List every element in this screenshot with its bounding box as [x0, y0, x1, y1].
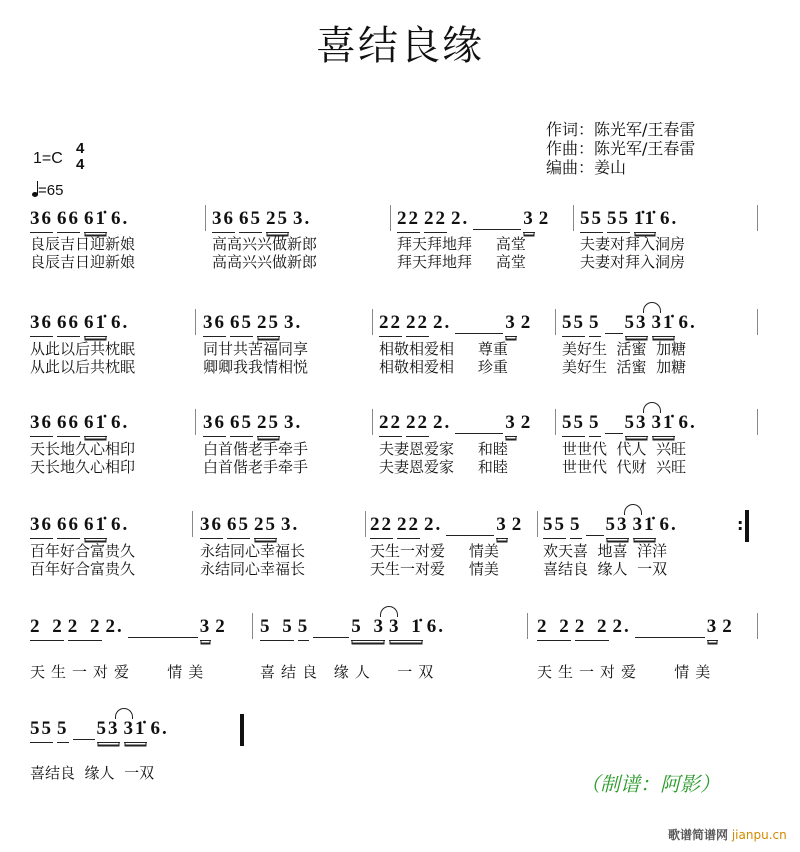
lyrics-line-1: 天生一对爱 情美 — [370, 542, 499, 560]
measure — [203, 412, 306, 437]
note-group: 36 — [30, 514, 53, 539]
note-group: 31̇ — [652, 312, 675, 337]
bar-line — [372, 409, 373, 435]
measure — [543, 514, 682, 539]
note-group: 61̇ — [84, 412, 107, 437]
slur-mark — [115, 708, 133, 719]
note-group: 25 — [254, 514, 277, 539]
bar-line — [195, 409, 196, 435]
tempo-value: =65 — [38, 182, 64, 199]
lyrics-line-1: 喜结良 缘人 一双 — [260, 663, 440, 681]
note-group: 2 2 — [537, 616, 571, 641]
note-group: 55 — [607, 208, 630, 233]
lyricist: 作词：陈光军/王春雷 — [546, 120, 696, 139]
bar-line — [192, 511, 193, 537]
bar-line — [527, 613, 528, 639]
note-group: 2 — [520, 412, 533, 433]
lyrics-line-1: 天长地久心相印 — [30, 440, 136, 458]
watermark-site: 歌谱简谱网 — [668, 828, 729, 842]
lyrics-line-1: 天生一对爱 情美 — [30, 663, 210, 681]
note-group: 53 — [97, 718, 120, 743]
extension-line — [586, 535, 604, 536]
note-group: 36 — [203, 312, 226, 337]
lyrics-line-2: 高高兴兴做新郎 — [212, 253, 318, 271]
note-group: 3 — [505, 412, 517, 437]
key-signature: 1=C — [33, 150, 63, 167]
note-group: 61̇ — [84, 208, 107, 233]
lyrics-line-2: 从此以后共枕眠 — [30, 358, 136, 376]
quarter-note-icon — [32, 192, 38, 197]
note-group: 66 — [57, 208, 80, 233]
note-group: 2. — [424, 514, 443, 535]
note-group: 3 — [505, 312, 517, 337]
slur-mark — [380, 606, 398, 617]
note-group: 2 2 — [575, 616, 609, 641]
note-group: 6. — [150, 718, 169, 739]
lyrics-line-2: 永结同心幸福长 — [200, 560, 306, 578]
lyrics-line-2: 天长地久心相印 — [30, 458, 136, 476]
note-group: 65 — [227, 514, 250, 539]
note-group: 2. — [433, 312, 452, 333]
note-group: 3. — [293, 208, 312, 229]
note-group: 5 — [298, 616, 310, 641]
slur-mark — [624, 504, 642, 515]
lyrics-line-1: 百年好合富贵久 — [30, 542, 136, 560]
note-group: 5 — [589, 312, 601, 337]
lyrics-line-1: 同甘共苦福同享 — [203, 340, 309, 358]
measure — [200, 514, 303, 539]
note-group: 2. — [451, 208, 470, 229]
note-group: 3 — [200, 616, 212, 641]
note-group: 6. — [111, 208, 130, 229]
lyrics-line-1: 白首偕老手牵手 — [203, 440, 309, 458]
measure — [370, 514, 527, 539]
note-group: 5 — [57, 718, 69, 743]
lyrics-line-1: 高高兴兴做新郎 — [212, 235, 318, 253]
measure — [537, 616, 738, 641]
time-signature-top: 4 — [76, 140, 85, 157]
slur-mark — [643, 402, 661, 413]
note-group: 22 — [397, 208, 420, 233]
extension-line — [455, 433, 503, 434]
lyrics-line-2: 夫妻对拜入洞房 — [580, 253, 686, 271]
lyrics-line-2: 夫妻恩爱家 和睦 — [379, 458, 508, 476]
note-group: 36 — [200, 514, 223, 539]
bar-line — [390, 205, 391, 231]
measure — [562, 312, 701, 337]
note-group: 31̇ — [652, 412, 675, 437]
measure — [30, 718, 173, 743]
lyrics-line-2: 天生一对爱 情美 — [370, 560, 499, 578]
note-group: 2 — [538, 208, 551, 229]
note-group: 66 — [57, 514, 80, 539]
note-group: 6. — [426, 616, 445, 637]
note-group: 22 — [379, 312, 402, 337]
note-group: 2 — [722, 616, 734, 637]
note-group: 55 — [30, 718, 53, 743]
note-group: 2 2 — [30, 616, 64, 641]
note-group: 65 — [230, 412, 253, 437]
measure — [260, 616, 449, 641]
time-signature — [76, 141, 84, 173]
note-group: 53 — [625, 312, 648, 337]
bar-line — [555, 309, 556, 335]
note-group: 36 — [203, 412, 226, 437]
lyrics-line-1: 从此以后共枕眠 — [30, 340, 136, 358]
note-group: 6. — [659, 208, 679, 229]
note-group: 22 — [370, 514, 393, 539]
note-group: 2 — [215, 616, 227, 637]
note-group: 2. — [433, 412, 452, 433]
lyrics-line-1: 喜结良 缘人 一双 — [30, 764, 155, 782]
measure — [580, 208, 682, 233]
note-group: 22 — [397, 514, 420, 539]
note-group: 3. — [281, 514, 300, 535]
lyrics-line-1: 永结同心幸福长 — [200, 542, 306, 560]
note-group: 55 — [543, 514, 566, 539]
time-signature-bottom: 4 — [76, 156, 85, 173]
note-group: 22 — [406, 312, 429, 337]
bar-line — [757, 309, 758, 335]
lyrics-line-1: 拜天拜地拜 高堂 — [397, 235, 526, 253]
extension-line — [313, 637, 349, 638]
note-group: 6. — [678, 312, 697, 333]
note-group: 36 — [30, 412, 53, 437]
repeat-dots: : — [737, 515, 744, 534]
note-group: 31̇ — [124, 718, 147, 743]
note-group: 6. — [111, 412, 130, 433]
measure — [30, 616, 231, 641]
lyrics-line-2: 良辰吉日迎新娘 — [30, 253, 136, 271]
bar-line — [252, 613, 253, 639]
note-group: 6. — [659, 514, 678, 535]
bar-line — [195, 309, 196, 335]
note-group: 3 — [707, 616, 719, 641]
note-group: 5 — [589, 412, 601, 437]
extension-line — [446, 535, 494, 536]
note-group: 22 — [424, 208, 447, 233]
arranger: 编曲：姜山 — [546, 158, 627, 177]
lyrics-line-1: 夫妻对拜入洞房 — [580, 235, 686, 253]
note-group: 3 — [496, 514, 508, 539]
note-group: 55 — [562, 312, 585, 337]
note-group: 25 — [257, 312, 280, 337]
extension-line — [473, 229, 521, 230]
note-group: 2. — [105, 616, 124, 637]
note-group: 65 — [230, 312, 253, 337]
lyrics-line-2: 卿卿我我情相悦 — [203, 358, 309, 376]
lyrics-line-1: 欢天喜 地喜 洋洋 — [543, 542, 668, 560]
measure — [397, 208, 554, 233]
note-group: 36 — [30, 312, 53, 337]
note-group: 61̇ — [84, 514, 107, 539]
note-group: 2 — [511, 514, 524, 535]
measure — [562, 412, 701, 437]
lyrics-line-2: 美好生 活蜜 加糖 — [562, 358, 687, 376]
note-group: 66 — [57, 412, 80, 437]
note-group: 65 — [239, 208, 262, 233]
watermark-domain: jianpu.cn — [731, 828, 787, 842]
note-group: 2. — [612, 616, 631, 637]
measure — [30, 514, 133, 539]
extension-line — [128, 637, 198, 638]
note-group: 66 — [57, 312, 80, 337]
note-group: 5 — [570, 514, 582, 539]
final-barline — [240, 714, 244, 746]
bar-line — [365, 511, 366, 537]
measure — [30, 312, 133, 337]
measure — [379, 312, 536, 337]
lyrics-line-1: 美好生 活蜜 加糖 — [562, 340, 687, 358]
lyrics-line-1: 相敬相爱相 尊重 — [379, 340, 508, 358]
lyrics-line-1: 良辰吉日迎新娘 — [30, 235, 136, 253]
song-title: 喜结良缘 — [316, 23, 484, 69]
bar-line — [757, 205, 758, 231]
extension-line — [73, 739, 95, 740]
watermark — [668, 826, 787, 843]
tempo — [32, 182, 63, 199]
extension-line — [635, 637, 705, 638]
bar-line — [757, 613, 758, 639]
repeat-end-barline — [745, 510, 749, 542]
note-group: 3. — [284, 412, 303, 433]
note-group: 25 — [266, 208, 289, 233]
bar-line — [757, 409, 758, 435]
note-group: 6. — [111, 514, 130, 535]
note-group: 25 — [257, 412, 280, 437]
measure — [203, 312, 306, 337]
extension-line — [605, 433, 623, 434]
measure — [212, 208, 315, 233]
extension-line — [455, 333, 503, 334]
bar-line — [555, 409, 556, 435]
note-group: 2 2 — [68, 616, 102, 641]
note-group: 2 — [520, 312, 533, 333]
measure — [30, 208, 133, 233]
note-group: 55 — [580, 208, 603, 233]
note-group: 6. — [678, 412, 697, 433]
credits — [546, 120, 695, 177]
note-group: 3 1̇ — [389, 616, 423, 641]
note-group: 36 — [212, 208, 235, 233]
note-group: 61̇ — [84, 312, 107, 337]
measure — [30, 412, 133, 437]
lyrics-line-2: 百年好合富贵久 — [30, 560, 136, 578]
extension-line — [605, 333, 623, 334]
note-group: 3. — [284, 312, 303, 333]
bar-line — [573, 205, 574, 231]
lyrics-line-2: 世世代 代财 兴旺 — [562, 458, 687, 476]
composer: 作曲：陈光军/王春雷 — [546, 139, 696, 158]
note-group: 3 — [523, 208, 535, 233]
note-group: 1̇1̇ — [634, 208, 656, 233]
lyrics-line-1: 世世代 代人 兴旺 — [562, 440, 687, 458]
lyrics-line-1: 天生一对爱 情美 — [537, 663, 717, 681]
note-group: 31̇ — [633, 514, 656, 539]
lyrics-line-2: 相敬相爱相 珍重 — [379, 358, 508, 376]
lyrics-line-2: 白首偕老手牵手 — [203, 458, 309, 476]
note-group: 53 — [606, 514, 629, 539]
note-group: 5 5 — [260, 616, 294, 641]
note-group: 55 — [562, 412, 585, 437]
note-group: 36 — [30, 208, 53, 233]
note-group: 22 — [406, 412, 429, 437]
bar-line — [372, 309, 373, 335]
lyrics-line-2: 喜结良 缘人 一双 — [543, 560, 668, 578]
lyrics-line-1: 夫妻恩爱家 和睦 — [379, 440, 508, 458]
note-group: 53 — [625, 412, 648, 437]
lyrics-line-2: 拜天拜地拜 高堂 — [397, 253, 526, 271]
measure — [379, 412, 536, 437]
bar-line — [205, 205, 206, 231]
note-group: 22 — [379, 412, 402, 437]
slur-mark — [643, 302, 661, 313]
note-group: 5 3 — [351, 616, 385, 641]
bar-line — [537, 511, 538, 537]
transcriber-credit: （制谱：阿影） — [580, 772, 720, 796]
note-group: 6. — [111, 312, 130, 333]
